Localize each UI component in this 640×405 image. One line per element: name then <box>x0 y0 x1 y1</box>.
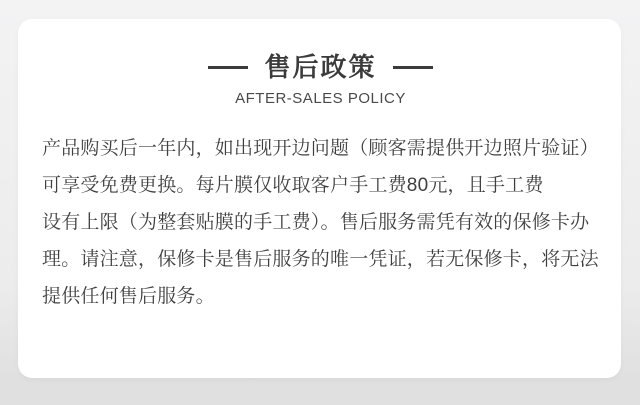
policy-card <box>18 19 621 378</box>
policy-line: 产品购买后一年内，如出现开边问题（顾客需提供开边照片验证） <box>42 138 599 159</box>
title-rule-right <box>393 66 433 69</box>
page-title: 售后政策 <box>264 52 377 82</box>
title-rule-left <box>208 66 248 69</box>
page-subtitle: AFTER-SALES POLICY <box>235 90 406 107</box>
policy-line: 设有上限（为整套贴膜的手工费）。售后服务需凭有效的保修卡办 <box>42 212 590 233</box>
section-title-row <box>42 52 599 82</box>
policy-text <box>42 130 599 315</box>
policy-line: 理。请注意，保修卡是售后服务的唯一凭证，若无保修卡，将无法 <box>42 249 599 270</box>
policy-line: 可享受免费更换。每片膜仅收取客户手工费80元，且手工费 <box>42 175 544 196</box>
policy-line: 提供任何售后服务。 <box>42 286 215 307</box>
